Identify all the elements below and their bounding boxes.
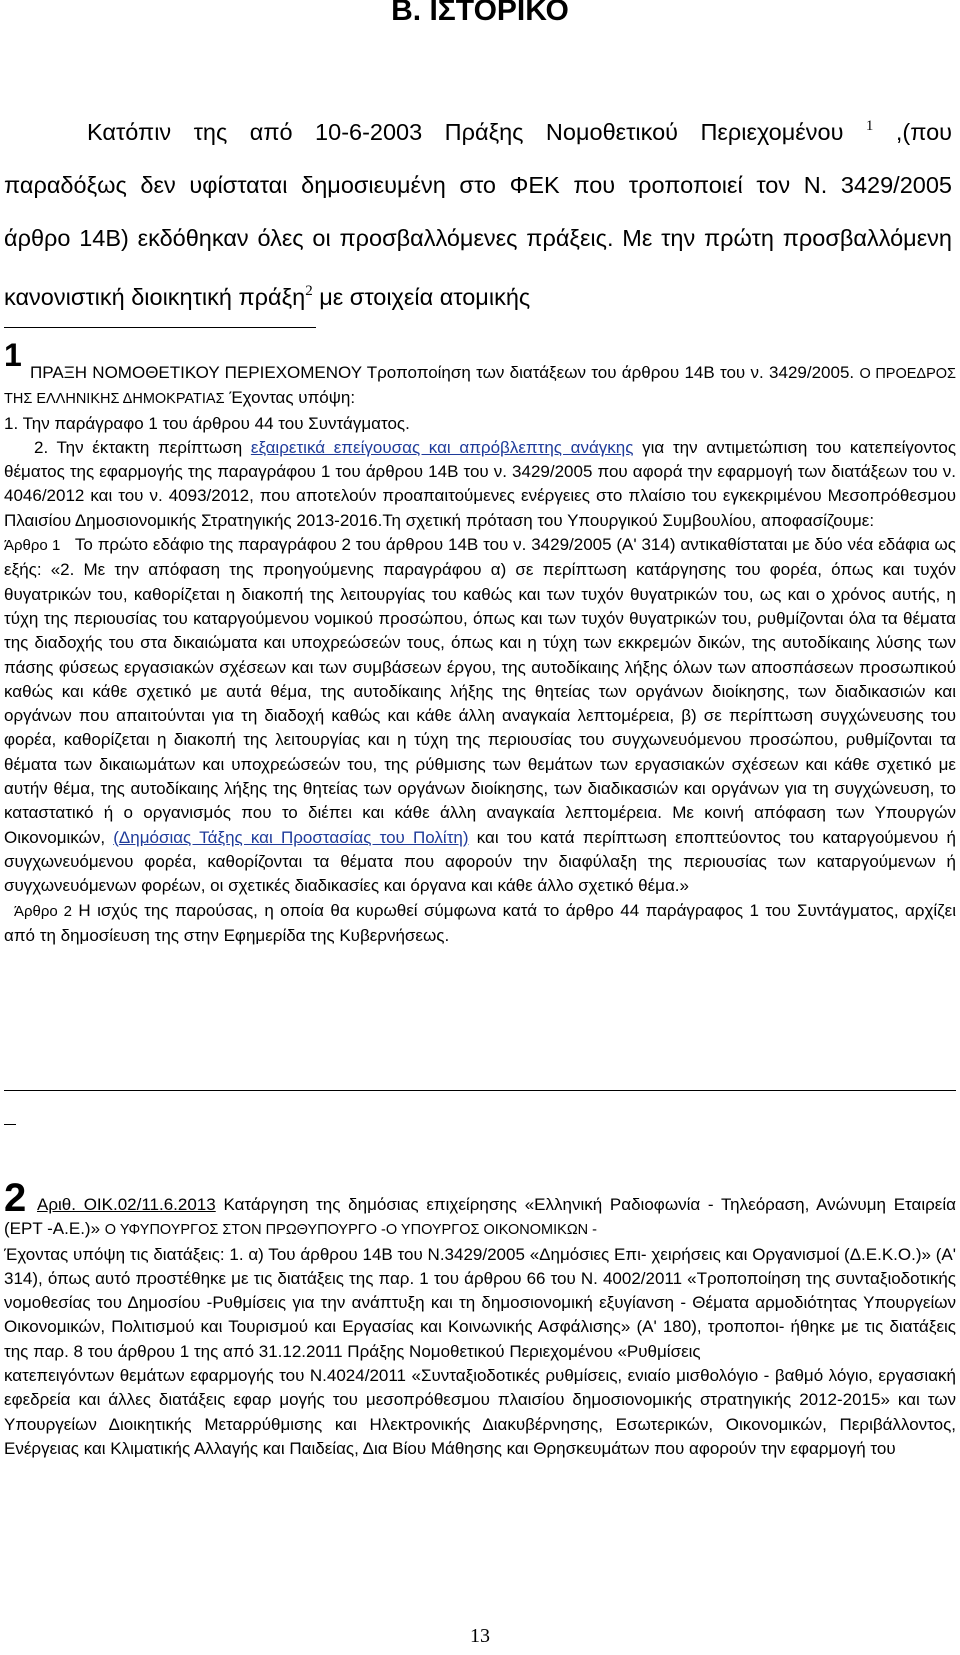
footnote-1-item-2-end: για την αντιμετώπιση του κατεπείγοντος θέματος της εφαρμογής της παραγράφου 1 του άρθρου 14Β του ν. 3429/2005 που αφορά την εφαρμογή των διατάξεων του ν. 4046/2012 και του ν. 4093/2012, που αποτελούν προαπαιτούμενες ενέργειες στο πλαίσιο του εγκεκριμένου Μεσοπρόθεσμου Πλαισίου Δημοσιονομικής Στρατηγικής 2013-2016.Τη σχετική πρόταση του Υπουργικού Συμβουλίου, αποφασίζουμε: <box>4 437 957 530</box>
footnote-ref-1[interactable]: 1 <box>865 118 874 134</box>
article-1-label: Άρθρο 1 <box>4 537 61 555</box>
paragraph-text-3: με στοιχεία ατομικής <box>319 284 531 310</box>
footnote-1-end-rule <box>4 1090 956 1091</box>
footnote-1-item-1: 1. Την παράγραφο 1 του άρθρου 44 του Συντάγματος. <box>4 413 410 433</box>
main-paragraph <box>4 100 952 324</box>
footnote-ref-2[interactable]: 2 <box>305 283 313 299</box>
section-heading: Β. ΙΣΤΟΡΙΚΟ <box>391 0 569 27</box>
footnote-1-having: Έχοντας υπόψη: <box>229 388 356 408</box>
article-2-label: Άρθρο 2 <box>14 902 72 920</box>
paragraph-text-1: Κατόπιν της από 10-6-2003 Πράξης Νομοθετικού Περιεχομένου <box>87 119 844 145</box>
paragraph-text-2: ,(που παραδόξως δεν υφίσταται δημοσιευμένη στο ΦΕΚ που τροποποιεί τον Ν. 3429/2005 άρθρο 14Β) εκδόθηκαν όλες οι προσβαλλόμενες πράξεις. Με την πρώτη προσβαλλόμενη κανονιστική διοικητική πράξη <box>4 119 953 310</box>
footnote-1-title: ΠΡΑΞΗ ΝΟΜΟΘΕΤΙΚΟΥ ΠΕΡΙΕΧΟΜΕΝΟΥ Τροποποίηση των διατάξεων του άρθρου 14Β του ν. 3429/2005. <box>30 363 855 382</box>
footnote-1-number: 1 <box>4 337 22 373</box>
emergency-link[interactable]: εξαιρετικά επείγουσας και απρόβλεπτης ανάγκης <box>250 437 634 457</box>
footnote-1-president: Ο ΠΡΟΕΔΡΟΣ ΤΗΣ ΕΛΛΗΝΙΚΗΣ ΔΗΜΟΚΡΑΤΙΑΣ <box>4 366 957 408</box>
footnote-2-number: 2 <box>4 1176 27 1220</box>
footnote-1 <box>4 361 956 948</box>
footnote-separator <box>4 327 316 328</box>
footnote-2-text-b: κατεπειγόντων θεμάτων εφαρμογής του Ν.4024/2011 «Συνταξιοδοτικές ρυθμίσεις, ενιαίο μισθολόγιο - βαθμό λόγιο, εργασιακή εφεδρεία και άλλες διατάξεις εφαρ μογής του μεσοπρόθεσμου πλαισίου δημοσιονομικής στρατηγικής 2012-2015» και των Υπουργείων Διοικητικής Μεταρρύθμισης και Ηλεκτρονικής Διακυβέρνησης, Εσωτερικών, Οικονομικών, Περιβάλλοντος, Ενέργειας και Κλιματικής Αλλαγής και Παιδείας, Δια Βίου Μάθησης και Θρησκευμάτων που αφορούν την εφαρμογή του <box>4 1366 956 1458</box>
decision-reference-link[interactable]: Αριθ. ΟΙΚ.02/11.6.2013 <box>37 1195 216 1214</box>
footnote-1-end-dash <box>4 1124 16 1125</box>
page-number: 13 <box>470 1625 490 1647</box>
footnote-2 <box>4 1193 956 1461</box>
footnote-2-signatories: Ο ΥΦΥΠΟΥΡΓΟΣ ΣΤΟΝ ΠΡΩΘΥΠΟΥΡΓΟ -Ο ΥΠΟΥΡΓΟΣ ΟΙΚΟΝΟΜΙΚΩΝ - <box>104 1222 597 1239</box>
footnote-2-text-a: Έχοντας υπόψη τις διατάξεις: 1. α) Του άρθρου 14Β του Ν.3429/2005 «Δημόσιες Επι- χειρήσεις και Οργανισμοί (Δ.Ε.Κ.Ο.)» (Α' 314), όπως αυτό προστέθηκε με τις διατάξεις της παρ. 1 του άρθρου 66 του Ν. 4002/2011 «Τροποποίηση της συνταξιοδοτικής νομοθεσίας του Δημοσίου -Ρυθμίσεις για την ανάπτυξη και τη δημοσιονομική εξυγίανση - Θέματα αρμοδιότητας Υπουργείων Οικονομικών, Πολιτισμού και Τουρισμού και Εργασίας και Κοινωνικής Ασφάλισης» (Α' 180), τροποποι- ήθηκε με τις διατάξεις της παρ. 8 του άρθρου 1 της από 31.12.2011 Πράξης Νομοθετικού Περιεχομένου «Ρυθμίσεις <box>4 1244 956 1361</box>
article-2-text: Η ισχύς της παρούσας, η οποία θα κυρωθεί σύμφωνα κατά το άρθρο 44 παράγραφος 1 του Συντάγματος, αρχίζει από τη δημοσίευση της στην Εφημερίδα της Κυβερνήσεως. <box>4 900 957 945</box>
article-1-text: Το πρώτο εδάφιο της παραγράφου 2 του άρθρου 14Β του ν. 3429/2005 (Α' 314) αντικαθίσταται με δύο νέα εδάφια ως εξής: «2. Με την απόφαση της προηγούμενης παραγράφου α) σε περίπτωση κατάργησης του φορέα, όπως και τυχόν θυγατρικών του, καθορίζεται η διακοπή της λειτουργίας του καθώς και των τυχόν θυγατρικών του, ως και ο χρόνος αυτής, η τύχη της περιουσίας του καταργούμενου νομικού προσώπου, όπως και των τυχόν θυγατρικών του, ρυθμίζονται όλα τα θέματα της διαδοχής του στα δικαιώματα και υποχρεώσεών τους, όπως και η τύχη των εκκρεμών δικών, της αυτοδίκαιης λύσης των πάσης φύσεως εργασιακών σχέσεων και των συμβάσεων έργου, της αυτοδίκαιης λήξης όλων των αποσπάσεων προσωπικού καθώς και κάθε σχετικό με αυτά θέμα, της αυτοδίκαιης λήξης της θητείας των οργάνων διοίκησης, των διαδικασιών και οργάνων που απαιτούνται για τη διαδοχή καθώς και κάθε άλλη αναγκαία λεπτομέρεια, β) σε περίπτωση συγχώνευσης του φορέα, καθορίζεται η διακοπή της λειτουργίας και η τύχη της περιουσίας του συγχωνευόμενου προσώπου, ρυθμίζονται τα θέματα των δικαιωμάτων και υποχρεώσεών του, της ρύθμισης των θεμάτων των εργασιακών σχέσεων και κάθε σχετικό με αυτήν θέμα, της αυτοδίκαιης λήξης της θητείας των οργάνων διοίκησης, των διαδικασιών και οργάνων για τη συγχώνευση, το καταστατικό ή ο οργανισμός που το διέπει και κάθε άλλη αναγκαία λεπτομέρεια. Με κοινή απόφαση των Υπουργών Οικονομικών, <box>4 535 956 847</box>
footnote-2-title: Κατάργηση της δημόσιας επιχείρησης «Ελληνική Ραδιοφωνία - Τηλεόραση, Ανώνυμη Εταιρεία (ΕΡΤ -Α.Ε.)» <box>4 1195 956 1239</box>
footnote-1-item-2-start: 2. Την έκτακτη περίπτωση <box>34 437 243 457</box>
article-1-text-end: και του κατά περίπτωση εποπτεύοντος του καταργούμενου ή συγχωνευόμενου φορέα, καθορίζονται τα θέματα που αφορούν την διαφύλαξη της περιουσίας των καταργούμενων ή συγχωνευόμενων φορέων, οι σχετικές διαδικασίες και όργανα και κάθε άλλο σχετικό θέμα.» <box>4 827 956 896</box>
ministry-link[interactable]: (Δημόσιας Τάξης και Προστασίας του Πολίτη) <box>113 827 469 847</box>
